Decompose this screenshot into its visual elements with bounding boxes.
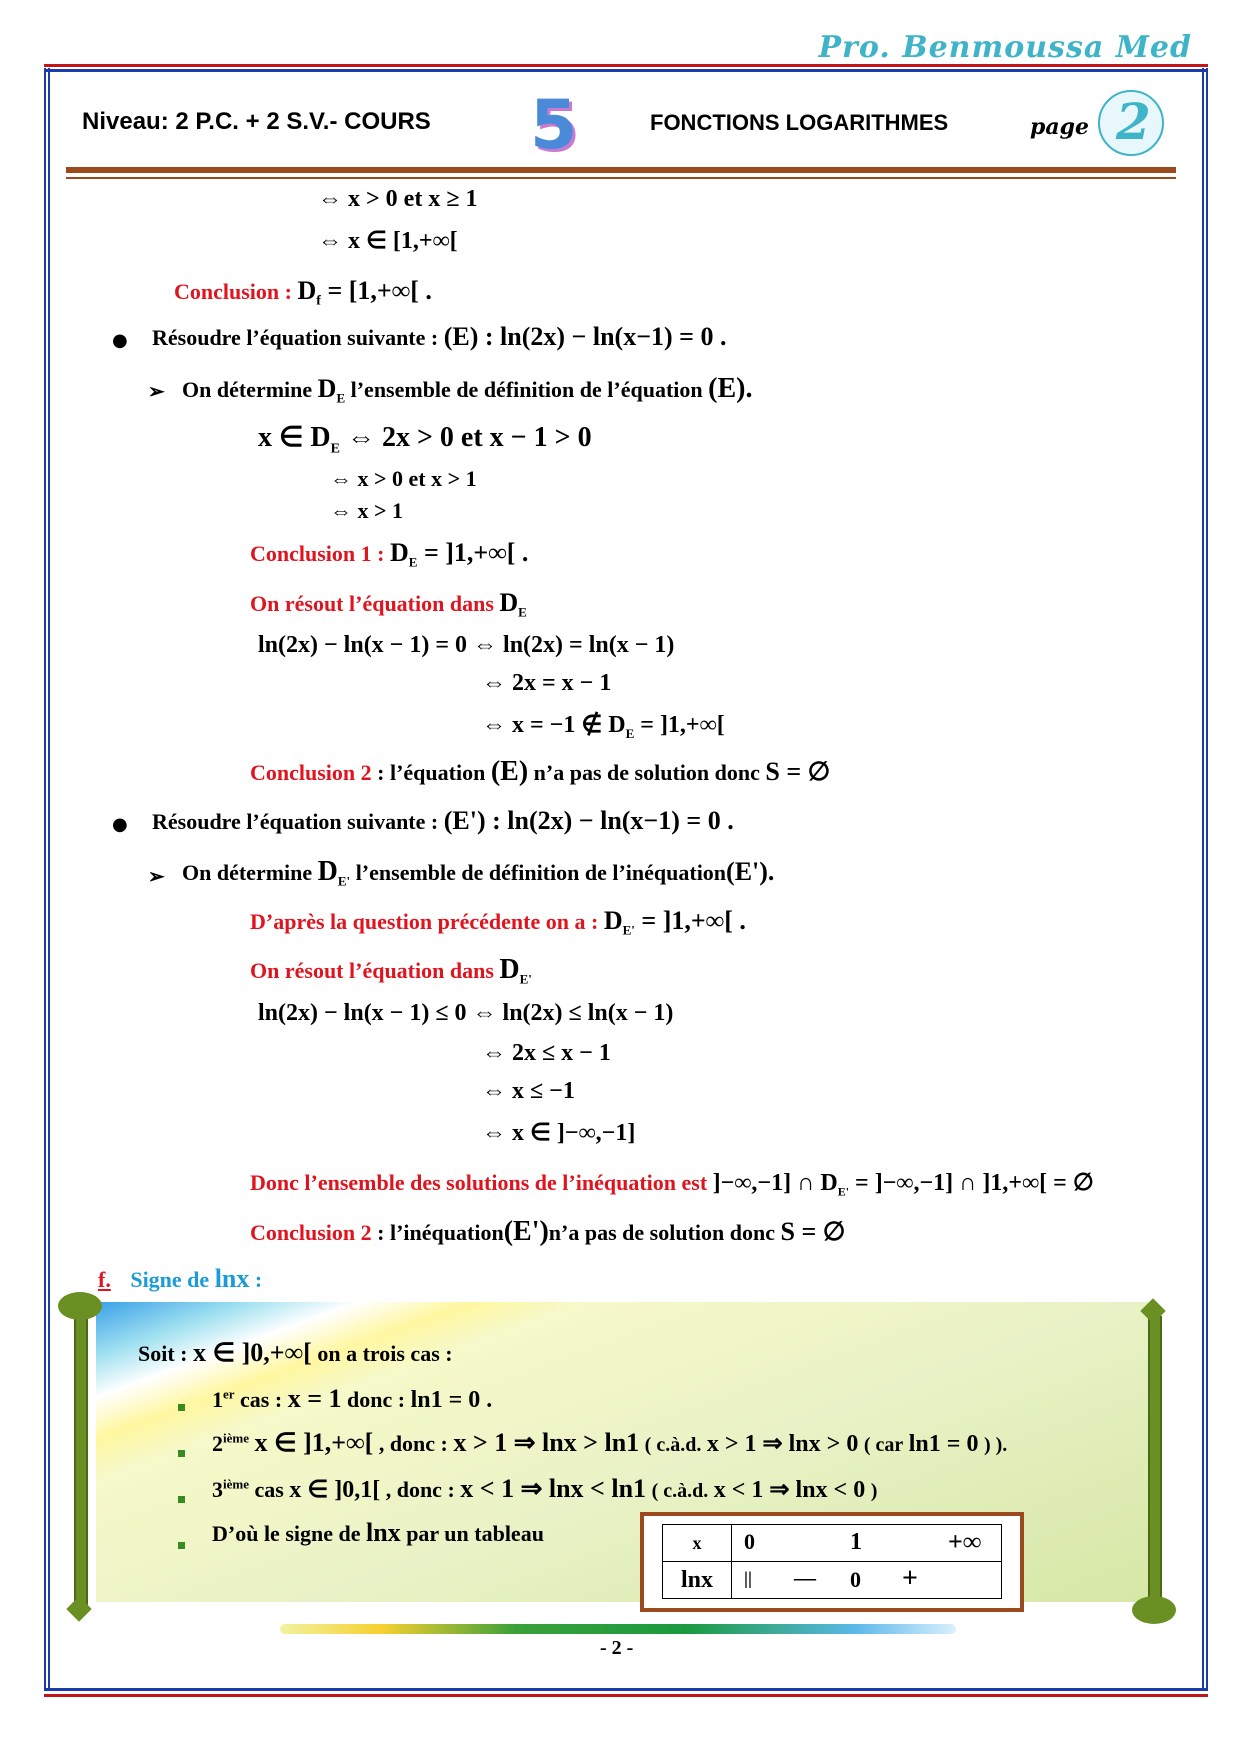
conclusion-3-end: S = ∅ (780, 1217, 846, 1246)
sign-table-ln-bar: || (744, 1568, 752, 1588)
previous-question-a: D (603, 906, 623, 935)
solve-in-de-prime-symbol: D (499, 954, 520, 985)
previous-question-label: D’après la question précédente on a : (250, 909, 599, 934)
bullet-dot: ● (112, 330, 128, 351)
conclusion-2-text1: : l’équation (377, 760, 486, 785)
exercise-e-equation: (E) : ln(2x) − ln(x−1) = 0 . (443, 322, 727, 351)
soit-line (138, 1338, 453, 1368)
conclusion-2-text2: n’a pas de solution donc (533, 760, 760, 785)
sign-table-ln-label: lnx (663, 1562, 732, 1599)
sign-table (662, 1524, 1002, 1599)
case-3 (212, 1474, 877, 1504)
section-f-heading (98, 1264, 262, 1294)
page-badge-number: 2 (1116, 92, 1151, 151)
case-1 (212, 1384, 492, 1414)
exercise-e-prime-text: Résoudre l’équation suivante : (152, 809, 439, 834)
case-1-result: ln1 = 0 . (410, 1387, 493, 1413)
previous-question-b: = ]1,+∞[ . (634, 906, 746, 935)
case-3-math: x ∈ ]0,1[ (289, 1477, 381, 1503)
domain-e-prime-sub: E' (337, 873, 351, 889)
case-3-close: ) (870, 1480, 878, 1502)
section-f-title: Signe de (130, 1267, 210, 1292)
case-1-sup: er (223, 1386, 235, 1402)
sign-table-x-1: 1 (850, 1529, 862, 1555)
sign-table-ln-zero: 0 (850, 1567, 861, 1592)
level-label: Niveau: 2 P.C. + 2 S.V.- COURS (82, 108, 431, 135)
page-badge (1098, 90, 1164, 156)
domain-e-text2: l’ensemble de définition de l’équation (350, 377, 703, 402)
arrow-icon: ➢ (148, 381, 165, 403)
sign-table-x-inf: +∞ (948, 1527, 982, 1556)
ineq-step-2: ⇔ 2x ≤ x − 1 (482, 1040, 611, 1066)
exercise-e (152, 322, 727, 352)
sign-table-ln-values (732, 1562, 1002, 1599)
dou-line (212, 1518, 544, 1548)
solve-step-2: ⇔ 2x = x − 1 (482, 670, 612, 696)
bullet-dot-2: ● (112, 814, 128, 835)
soit-end: on a trois cas : (317, 1341, 453, 1366)
soit-label: Soit : (138, 1341, 188, 1366)
conclusion-2-math: (E) (490, 756, 529, 787)
case-3-num: 3 (212, 1477, 223, 1502)
solve-step-3 (482, 710, 725, 742)
case-3-donc: , donc : (385, 1477, 455, 1502)
case-3-label: cas (254, 1477, 284, 1502)
conclusion-1-sub: E (408, 554, 418, 570)
solve-in-de-prime (250, 954, 532, 987)
sign-table-ln-minus: — (794, 1565, 816, 1590)
chapter-title: FONCTIONS LOGARITHMES (650, 110, 949, 135)
conclusion-label: Conclusion : (174, 279, 292, 304)
previous-question (250, 906, 746, 938)
bullet-square-3 (178, 1490, 185, 1508)
previous-question-sub: E' (622, 922, 635, 938)
exercise-e-text: Résoudre l’équation suivante : (152, 325, 439, 350)
domain-e-prime-text1: On détermine (182, 860, 313, 885)
ineq-step-1: ln(2x) − ln(x − 1) ≤ 0 ⇔ ln(2x) ≤ ln(x − 1) (258, 1000, 674, 1026)
solution-set-label: Donc l’ensemble des solutions de l’inéquation est (250, 1170, 708, 1195)
domain-e-step2: ⇔ x > 0 et x > 1 (330, 466, 477, 491)
right-rod (1148, 1316, 1162, 1606)
bottom-blue-rule (44, 1688, 1208, 1691)
df-symbol: D (297, 276, 317, 305)
conclusion-3-math: (E') (503, 1216, 549, 1247)
logo-five: 5 (530, 86, 578, 165)
bullet-square-1 (178, 1398, 185, 1416)
domain-e-end: (E). (708, 373, 753, 404)
header-rule-thick (66, 167, 1176, 173)
solution-set-a: ]−∞,−1] ∩ D (712, 1170, 838, 1196)
case-2-num: 2 (212, 1431, 223, 1456)
left-rod-knob (58, 1292, 102, 1320)
conclusion-1-b: = ]1,+∞[ . (417, 538, 529, 567)
conclusion-3-label: Conclusion 2 (250, 1220, 372, 1245)
case-2-implication: x > 1 ⇒ lnx > ln1 (453, 1428, 640, 1457)
case-2 (212, 1428, 1007, 1458)
header-rule-thin (66, 177, 1176, 179)
domain-e-prime-text2: l’ensemble de définition de l’inéquation (355, 860, 727, 885)
domain-e-text1: On détermine (182, 377, 313, 402)
conclusion-3 (250, 1216, 845, 1248)
solve-step-3-sub: E (625, 725, 635, 741)
right-rod-knob (1132, 1596, 1176, 1624)
conclusion-1-label: Conclusion 1 : (250, 541, 385, 566)
case-2-donc: , donc : (378, 1431, 448, 1456)
case-1-label: cas : (240, 1387, 283, 1412)
bullet-square-4 (178, 1536, 185, 1554)
conclusion-1-a: D (389, 538, 409, 567)
solve-in-de (250, 588, 527, 620)
step1-b: ⇔ 2x > 0 et x − 1 > 0 (339, 422, 592, 453)
case-3-result: x < 1 ⇒ lnx < 0 (713, 1477, 866, 1503)
solution-set-sub: E' (837, 1184, 850, 1199)
case-2-sup: ième (223, 1430, 249, 1446)
ineq-step-3: ⇔ x ≤ −1 (482, 1078, 575, 1104)
step1-sub: E (330, 441, 340, 457)
bottom-red-rule (44, 1694, 1208, 1697)
solve-step-3-a: ⇔ x = −1 ∉ D (482, 712, 626, 738)
df-value: = [1,+∞[ . (320, 276, 432, 305)
domain-e-symbol: D (317, 374, 337, 403)
domain-line-1: ⇔ x > 0 et x ≥ 1 (318, 186, 478, 212)
case-2-car: ( car (863, 1434, 904, 1456)
dou-end: par un tableau (406, 1521, 544, 1546)
conclusion-3-text1: : l’inéquation (377, 1220, 504, 1245)
page-word: page (1030, 114, 1090, 140)
case-3-sup: ième (223, 1476, 249, 1492)
solve-in-de-sub: E (518, 604, 527, 620)
sign-table-ln-plus: + (902, 1563, 918, 1594)
conclusion-df (174, 276, 432, 309)
case-3-cad: ( c.à.d. (651, 1480, 709, 1502)
solution-set-b: = ]−∞,−1] ∩ ]1,+∞[ = ∅ (849, 1170, 1094, 1196)
conclusion-2-label: Conclusion 2 (250, 760, 372, 785)
domain-e-sub: E (336, 390, 346, 406)
case-2-ln1: ln1 = 0 (908, 1431, 979, 1457)
footer-ornament (280, 1624, 956, 1634)
section-f-title-end: : (254, 1267, 263, 1292)
bullet-square-2 (178, 1444, 185, 1462)
df-sub: f (316, 293, 321, 309)
domain-e-step1 (258, 420, 592, 458)
solve-in-de-prime-sub: E' (519, 971, 532, 987)
case-2-cad: ( c.à.d. (644, 1434, 702, 1456)
author-signature: Pro. Benmoussa Med (818, 30, 1192, 65)
sign-table-frame (640, 1512, 1024, 1612)
domain-e-step3: ⇔ x > 1 (330, 498, 404, 523)
domain-e-prime-end: (E'). (726, 857, 775, 886)
case-2-result: x > 1 ⇒ lnx > 0 (706, 1431, 859, 1457)
case-1-math: x = 1 (287, 1384, 342, 1413)
exercise-e-prime (152, 806, 734, 836)
conclusion-3-text2: n’a pas de solution donc (548, 1220, 775, 1245)
domain-e-intro (182, 373, 752, 406)
dou-math: lnx (366, 1518, 401, 1547)
sign-table-x-values (732, 1525, 1002, 1562)
page-number: - 2 - (600, 1637, 634, 1659)
sign-table-row-x (663, 1525, 1002, 1562)
domain-e-prime-symbol: D (317, 856, 338, 887)
step1-a: x ∈ D (258, 422, 331, 453)
conclusion-2 (250, 756, 830, 788)
ineq-step-4: ⇔ x ∈ ]−∞,−1] (482, 1120, 636, 1146)
left-rod (74, 1310, 88, 1610)
solve-in-de-label: On résout l’équation dans (250, 591, 494, 616)
solve-step-3-b: = ]1,+∞[ (634, 712, 725, 738)
conclusion-1 (250, 538, 528, 570)
domain-line-2: ⇔ x ∈ [1,+∞[ (318, 228, 458, 254)
case-1-donc: donc : (347, 1387, 406, 1412)
sign-table-x-label: x (663, 1525, 732, 1562)
solve-in-de-prime-label: On résout l’équation dans (250, 958, 494, 983)
arrow-icon-2: ➢ (148, 866, 165, 888)
section-f-letter: f. (98, 1267, 111, 1292)
conclusion-2-end: S = ∅ (765, 757, 831, 786)
case-3-implication: x < 1 ⇒ lnx < ln1 (460, 1474, 647, 1503)
top-red-rule (44, 64, 1208, 67)
solution-set (250, 1168, 1094, 1199)
soit-math: x ∈ ]0,+∞[ (193, 1338, 312, 1367)
section-f-title-math: lnx (214, 1264, 250, 1293)
solve-in-de-symbol: D (499, 588, 519, 617)
case-2-math: x ∈ ]1,+∞[ (254, 1428, 374, 1457)
sign-table-row-ln (663, 1562, 1002, 1599)
domain-e-prime-intro (182, 856, 774, 889)
case-2-close: ) ). (983, 1434, 1008, 1456)
sign-table-x-0: 0 (744, 1529, 755, 1554)
case-1-num: 1 (212, 1387, 223, 1412)
dou-text: D’où le signe de (212, 1521, 361, 1546)
solve-step-1: ln(2x) − ln(x − 1) = 0 ⇔ ln(2x) = ln(x − 1) (258, 632, 675, 658)
exercise-e-prime-equation: (E') : ln(2x) − ln(x−1) = 0 . (443, 806, 734, 835)
